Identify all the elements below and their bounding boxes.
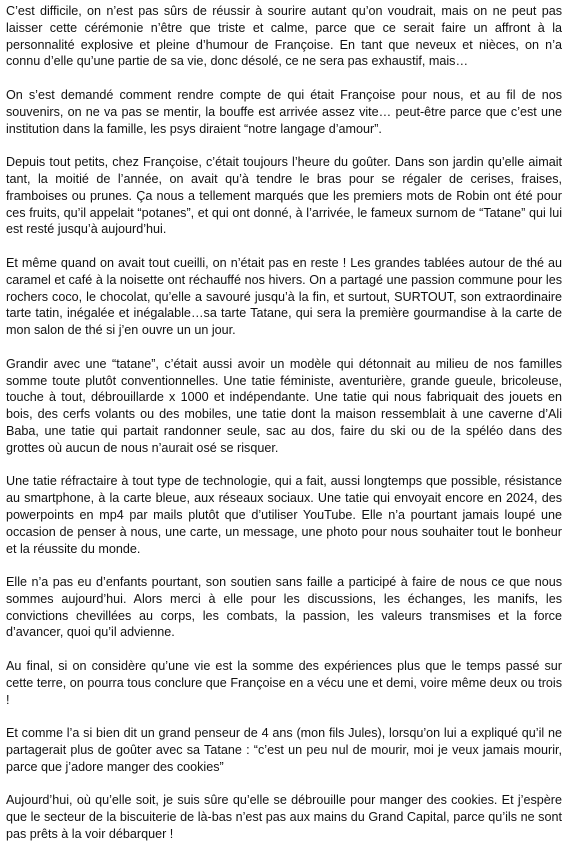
paragraph-food: On s’est demandé comment rendre compte de qui était Françoise pour nous, et au fil de nos souvenirs, on ne va pas se mentir, la bouffe est arrivée assez vite… peut-être parce que c’est une institution dans la famille, les psys diraient “notre langage d’amour”.: [6, 87, 562, 136]
paragraph-intro: C’est difficile, on n’est pas sûrs de réussir à sourire autant qu’on voudrait, mais on ne peut pas laisser cette cérémonie n’être que triste et calme, parce que ce serait faire un affront à la personnalité explosive et pleine d’humour de Françoise. En tant que neveux et nièces, on n’a connu d’elle qu’une partie de sa vie, donc désolé, ce ne sera pas exhaustif, mais…: [6, 4, 562, 69]
paragraph-support: Elle n’a pas eu d’enfants pourtant, son soutien sans faille a participé à faire de nous ce que nous sommes aujourd’hui. Alors merci à elle pour les discussions, les échanges, les manifs, les convictions chevillées au corps, les combats, la passion, les valeurs transmises et la force d’avancer, quoi qu’il advienne.: [6, 575, 562, 640]
paragraph-role-model: Grandir avec une “tatane”, c’était aussi avoir un modèle qui détonnait au milieu de nos familles somme toute plutôt conventionnelles. Une tatie féministe, aventurière, grande gueule, bricoleuse, touche à tout, débrouillarde x 1000 et indépendante. Une tatie qui nous fabriquait des jouets en bois, des cerfs volants ou des mobiles, une tatie dont la maison ressemblait à une caverne d’Ali Baba, une tatie qui partait randonner seule, sac au dos, faire du ski ou de la spéléo dans des grottes où aucun de nous n’aurait osé se risquer.: [6, 356, 562, 455]
paragraph-winter-treats: Et même quand on avait tout cueilli, on n’était pas en reste ! Les grandes tablées autour de thé au caramel et café à la noisette ont réchauffé nos hivers. On a partagé une passion commune pour les rochers coco, le chocolat, qu’elle a savouré jusqu’à la fin, et surtout, SURTOUT, son extraordinaire tarte tatin, inégalée et inégalable…sa tarte Tatane, qui sera la première gourmandise à la carte de mon salon de thé si j’en ouvre un un jour.: [6, 255, 562, 338]
paragraph-jules-quote: Et comme l’a si bien dit un grand penseur de 4 ans (mon fils Jules), lorsqu’on lui a expliqué qu’il ne partagerait plus de goûter avec sa Tatane : “c’est un peu nul de mourir, moi je veux jamais mourir, parce que j’adore manger des cookies”: [6, 726, 562, 774]
paragraph-garden: Depuis tout petits, chez Françoise, c’était toujours l’heure du goûter. Dans son jardin qu’elle aimait tant, la moitié de l’année, on avait qu’à tendre le bras pour se régaler de cerises, fraises, framboises ou prunes. Ça nous a tellement marqués que les premiers mots de Robin ont été pour ces fruits, qu’il appelait “potanes”, et qui ont donné, à l’arrivée, le fameux surnom de “Tatane” qui lui est resté jusqu’à aujourd’hui.: [6, 155, 562, 237]
paragraph-technology: Une tatie réfractaire à tout type de technologie, qui a fait, aussi longtemps que possible, résistance au smartphone, à la carte bleue, aux réseaux sociaux. Une tatie qui envoyait encore en 2024, des powerpoints en mp4 par mails plutôt que d’utiliser YouTube. Elle n’a pourtant jamais loupé une occasion de penser à nous, une carte, un message, une photo pour nous souhaiter tout le bonheur et la réussite du monde.: [6, 474, 562, 556]
document-body: [6, 3, 562, 843]
paragraph-life-sum: Au final, si on considère qu’une vie est la somme des expériences plus que le temps passé sur cette terre, on pourra tous conclure que Françoise en a vécu une et demi, voire même deux ou trois !: [6, 659, 562, 707]
paragraph-closing: Aujourd’hui, où qu’elle soit, je suis sûre qu’elle se débrouille pour manger des cookies. Et j’espère que le secteur de la biscuiterie de là-bas n’est pas aux mains du Grand Capital, parce qu’ils ne sont pas prêts à la voir débarquer !: [6, 793, 562, 842]
